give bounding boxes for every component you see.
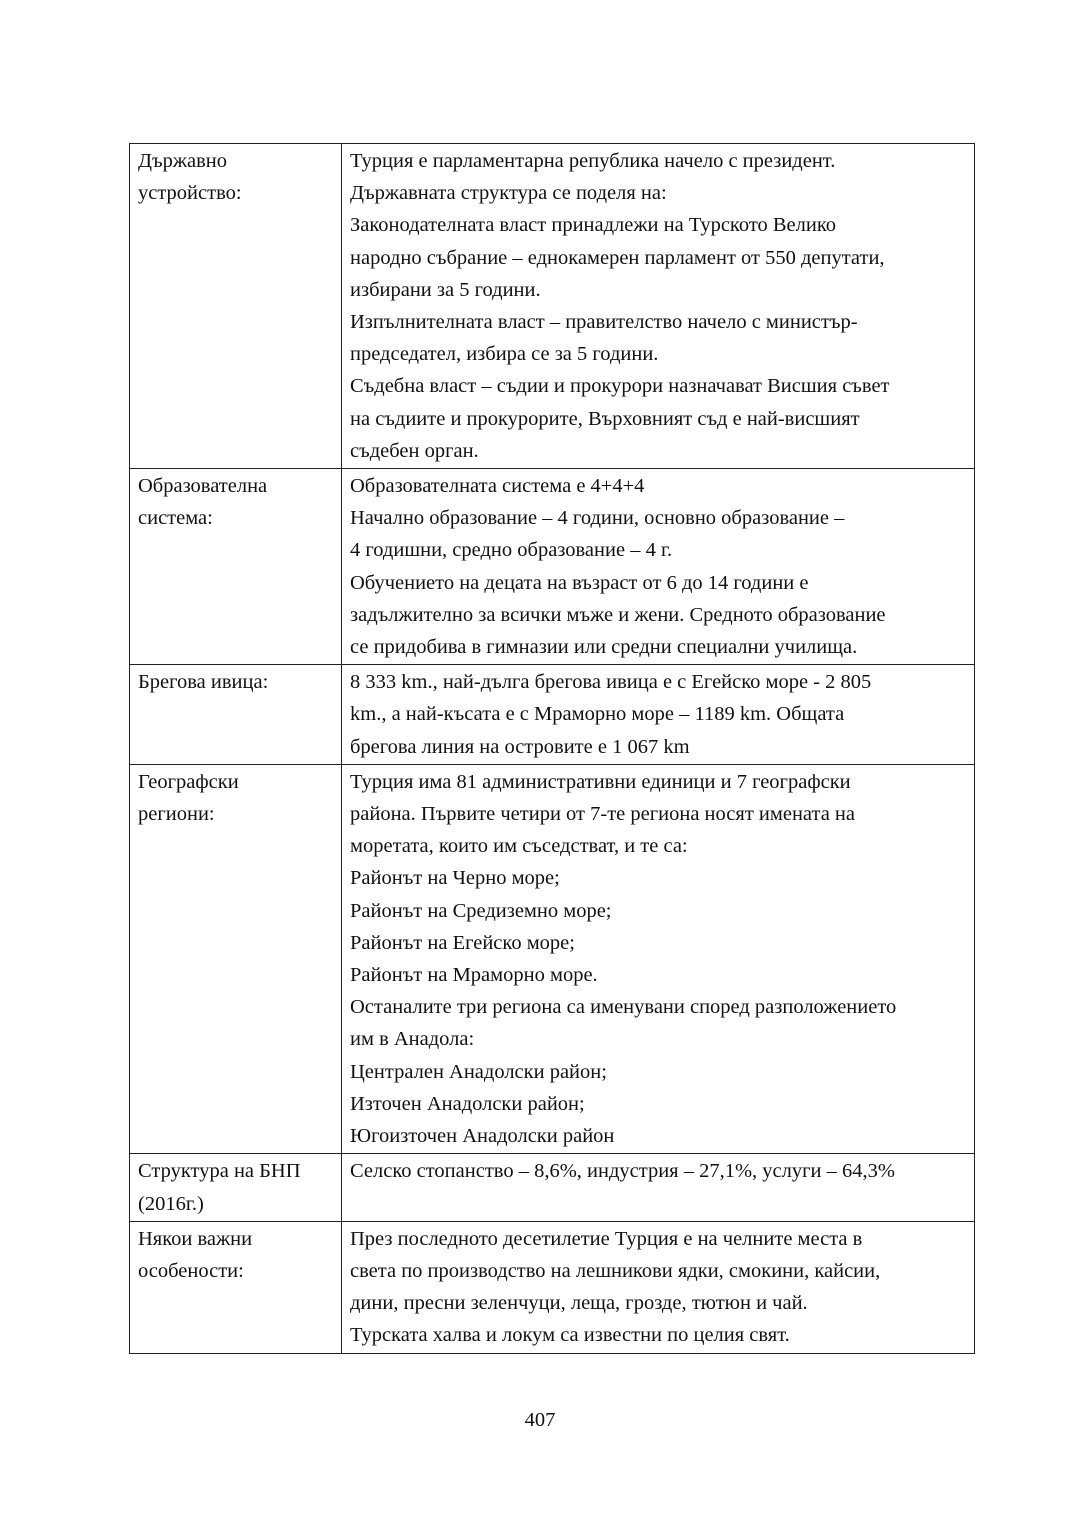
row-content-line: на съдиите и прокурорите, Върховният съд е най-висшият (350, 407, 860, 430)
row-content-line: района. Първите четири от 7-те региона носят имената на (350, 803, 855, 826)
row-content-line: народно събрание – еднокамерен парламент от 550 депутати, (350, 246, 885, 269)
row-content-line: Турция е парламентарна република начело с президент. (350, 150, 836, 172)
row-content (342, 469, 975, 665)
row-label-line: особености: (138, 1259, 244, 1282)
table-row (130, 144, 975, 469)
row-content (342, 1154, 975, 1221)
row-content-line: избирани за 5 години. (350, 278, 541, 301)
row-content-line: Районът на Мраморно море. (350, 964, 598, 987)
row-content (342, 665, 975, 765)
row-label-line: устройство: (138, 182, 242, 205)
country-info-table-body (130, 144, 975, 1354)
row-content-line: Законодателната власт принадлежи на Турското Велико (350, 214, 837, 237)
row-label-line: система: (138, 507, 213, 530)
row-content-line: Съдебна власт – съдии и прокурори назначават Висшия съвет (350, 375, 890, 398)
row-label (130, 1154, 342, 1221)
row-content-line: Образователната система е 4+4+4 (350, 475, 645, 498)
row-content-line: Обучението на децата на възраст от 6 до 14 години е (350, 571, 809, 594)
row-content (342, 1221, 975, 1353)
row-label (130, 1221, 342, 1353)
row-content-line: През последното десетилетие Турция е на челните места в (350, 1227, 863, 1250)
row-label-line: Някои важни (138, 1227, 253, 1250)
row-label (130, 144, 342, 469)
row-content-line: Турция има 81 административни единици и 7 географски (350, 770, 851, 793)
country-info-table (129, 143, 975, 1354)
row-label (130, 469, 342, 665)
row-label-line: (2016г.) (138, 1192, 204, 1215)
row-content-line: брегова линия на островите е 1 067 km (350, 735, 690, 758)
row-content-line: им в Анадола: (350, 1028, 475, 1051)
row-content-line: Югоизточен Анадолски район (350, 1125, 615, 1148)
table-row (130, 1154, 975, 1221)
table-row (130, 764, 975, 1153)
row-label (130, 764, 342, 1153)
row-content-line: света по производство на лешникови ядки, смокини, кайсии, (350, 1259, 881, 1282)
row-content-line: задължително за всички мъже и жени. Средното образование (350, 603, 886, 626)
row-content-line: Държавната структура се поделя на: (350, 182, 667, 205)
row-content-line: Районът на Черно море; (350, 867, 560, 890)
row-label-line: Структура на БНП (138, 1160, 301, 1183)
table-row (130, 1221, 975, 1353)
row-content-line: km., а най-късата е с Мраморно море – 1189 km. Общата (350, 703, 845, 726)
row-content (342, 144, 975, 469)
row-content-line: Изпълнителната власт – правителство начело с министър- (350, 311, 858, 334)
row-label-line: Образователна (138, 475, 268, 498)
row-label-line: региони: (138, 803, 215, 826)
row-content-line: 4 годишни, средно образование – 4 г. (350, 539, 673, 562)
row-content-line: Останалите три региона са именувани според разположението (350, 996, 897, 1019)
table-row (130, 469, 975, 665)
row-content-line: Селско стопанство – 8,6%, индустрия – 27,1%, услуги – 64,3% (350, 1160, 895, 1183)
row-content-line: Районът на Средиземно море; (350, 899, 612, 922)
row-label-line: Държавно (138, 150, 227, 172)
row-content-line: Начално образование – 4 години, основно образование – (350, 507, 845, 530)
row-content-line: съдебен орган. (350, 439, 479, 462)
row-label-line: Географски (138, 770, 239, 793)
row-label-line: Брегова ивица: (138, 671, 269, 694)
row-content-line: 8 333 km., най-дълга брегова ивица е с Егейско море - 2 805 (350, 671, 872, 694)
row-content (342, 764, 975, 1153)
row-content-line: Източен Анадолски район; (350, 1092, 585, 1115)
page-number: 407 (524, 1409, 556, 1431)
row-content-line: Централен Анадолски район; (350, 1060, 607, 1083)
row-content-line: Районът на Егейско море; (350, 931, 575, 954)
row-content-line: се придобива в гимназии или средни специални училища. (350, 636, 858, 659)
row-label (130, 665, 342, 765)
row-content-line: дини, пресни зеленчуци, леща, грозде, тютюн и чай. (350, 1292, 808, 1315)
row-content-line: председател, избира се за 5 години. (350, 343, 659, 366)
table-row (130, 665, 975, 765)
row-content-line: моретата, които им съседстват, и те са: (350, 835, 688, 858)
row-content-line: Турската халва и локум са известни по целия свят. (350, 1324, 790, 1347)
